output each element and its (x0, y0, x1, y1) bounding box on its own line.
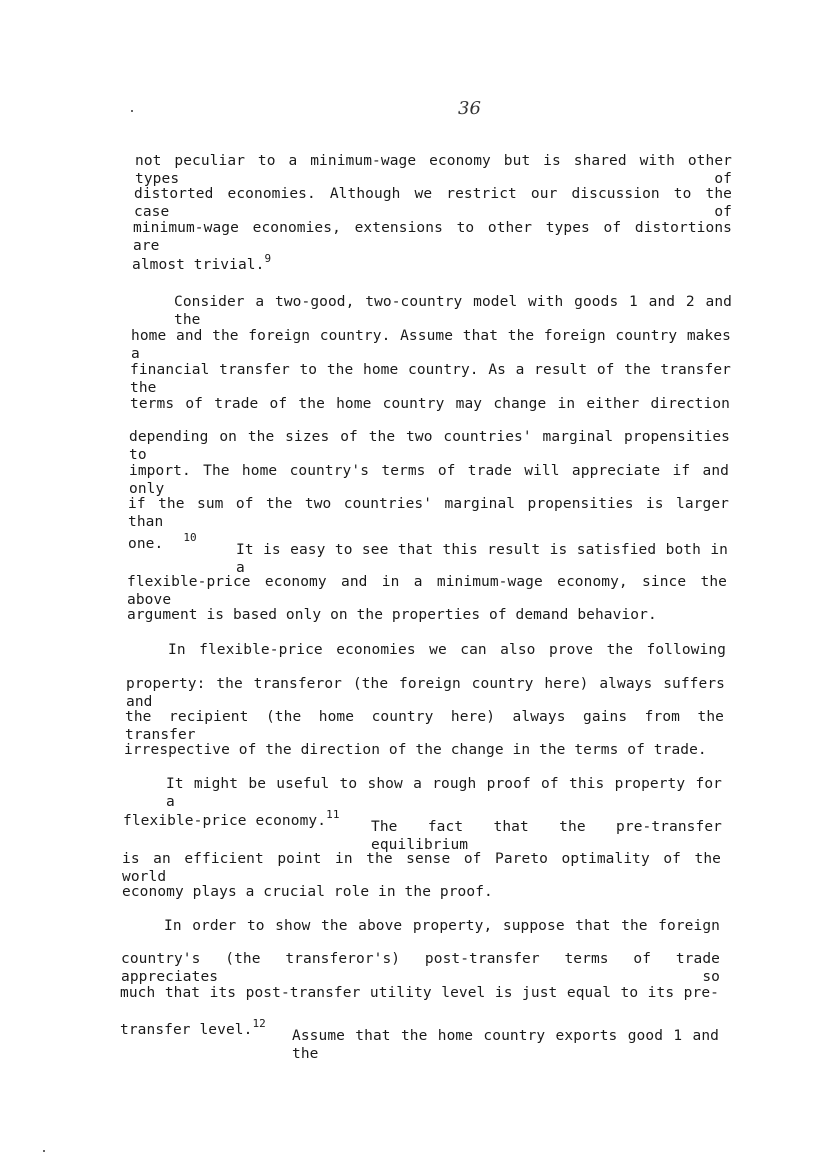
text-line-7: financial transfer to the home country. As a result of the transfer the (130, 362, 731, 396)
text-line-4 (132, 252, 272, 274)
text-line-20-rest: The fact that the pre-transfer equilibrium (371, 819, 722, 853)
text-line-26-rest: Assume that the home country exports good 1 and the (292, 1028, 719, 1062)
text-line-10: import. The home country's terms of trade will appreciate if and only (129, 463, 729, 497)
text-line-15: In flexible-price economies we can also prove the following (168, 642, 726, 658)
footnote-ref-10: 10 (183, 531, 197, 544)
text-line-23: In order to show the above property, suppose that the foreign (164, 918, 720, 934)
text-line-9: depending on the sizes of the two countries' marginal propensities to (129, 429, 730, 463)
text-line-22: economy plays a crucial role in the proof. (122, 884, 493, 900)
text-line-1: not peculiar to a minimum-wage economy but is shared with other types of (135, 153, 732, 187)
text-line-26-main: transfer level. (120, 1022, 253, 1038)
text-line-18: irrespective of the direction of the change in the terms of trade. (124, 742, 707, 758)
text-line-20 (123, 808, 340, 830)
text-line-5: Consider a two-good, two-country model with goods 1 and 2 and the (174, 294, 732, 328)
text-line-12 (128, 531, 197, 553)
text-line-8: terms of trade of the home country may change in either direction (130, 396, 730, 412)
footnote-ref-12: 12 (252, 1017, 266, 1030)
margin-dot-bottom (43, 1150, 45, 1152)
text-line-21: is an efficient point in the sense of Pareto optimality of the world (122, 851, 721, 885)
text-line-14: argument is based only on the properties of demand behavior. (127, 607, 657, 623)
text-line-13: flexible-price economy and in a minimum-wage economy, since the above (127, 574, 727, 608)
footnote-ref-11: 11 (326, 808, 340, 821)
page-number: 36 (458, 98, 481, 119)
text-line-3: minimum-wage economies, extensions to other types of distortions are (133, 220, 732, 254)
text-line-16: property: the transferor (the foreign country here) always suffers and (126, 676, 725, 710)
text-line-11: if the sum of the two countries' marginal propensities is larger than (128, 496, 729, 530)
text-line-25: much that its post-transfer utility level is just equal to its pre- (120, 985, 719, 1001)
text-line-19: It might be useful to show a rough proof of this property for a (166, 776, 722, 810)
text-line-12-main: one. (128, 536, 164, 552)
text-line-17: the recipient (the home country here) always gains from the transfer (125, 709, 724, 743)
text-line-24: country's (the transferor's) post-transfer terms of trade appreciates so (121, 951, 720, 985)
text-line-4-main: almost trivial. (132, 257, 265, 273)
text-line-6: home and the foreign country. Assume that the foreign country makes a (131, 328, 731, 362)
margin-dot-top (131, 110, 133, 112)
text-line-26 (120, 1017, 266, 1039)
text-line-12-rest: It is easy to see that this result is satisfied both in a (236, 542, 728, 576)
footnote-ref-9: 9 (264, 252, 272, 265)
text-line-2: distorted economies. Although we restrict our discussion to the case of (134, 186, 732, 220)
text-line-20-main: flexible-price economy. (123, 813, 327, 829)
